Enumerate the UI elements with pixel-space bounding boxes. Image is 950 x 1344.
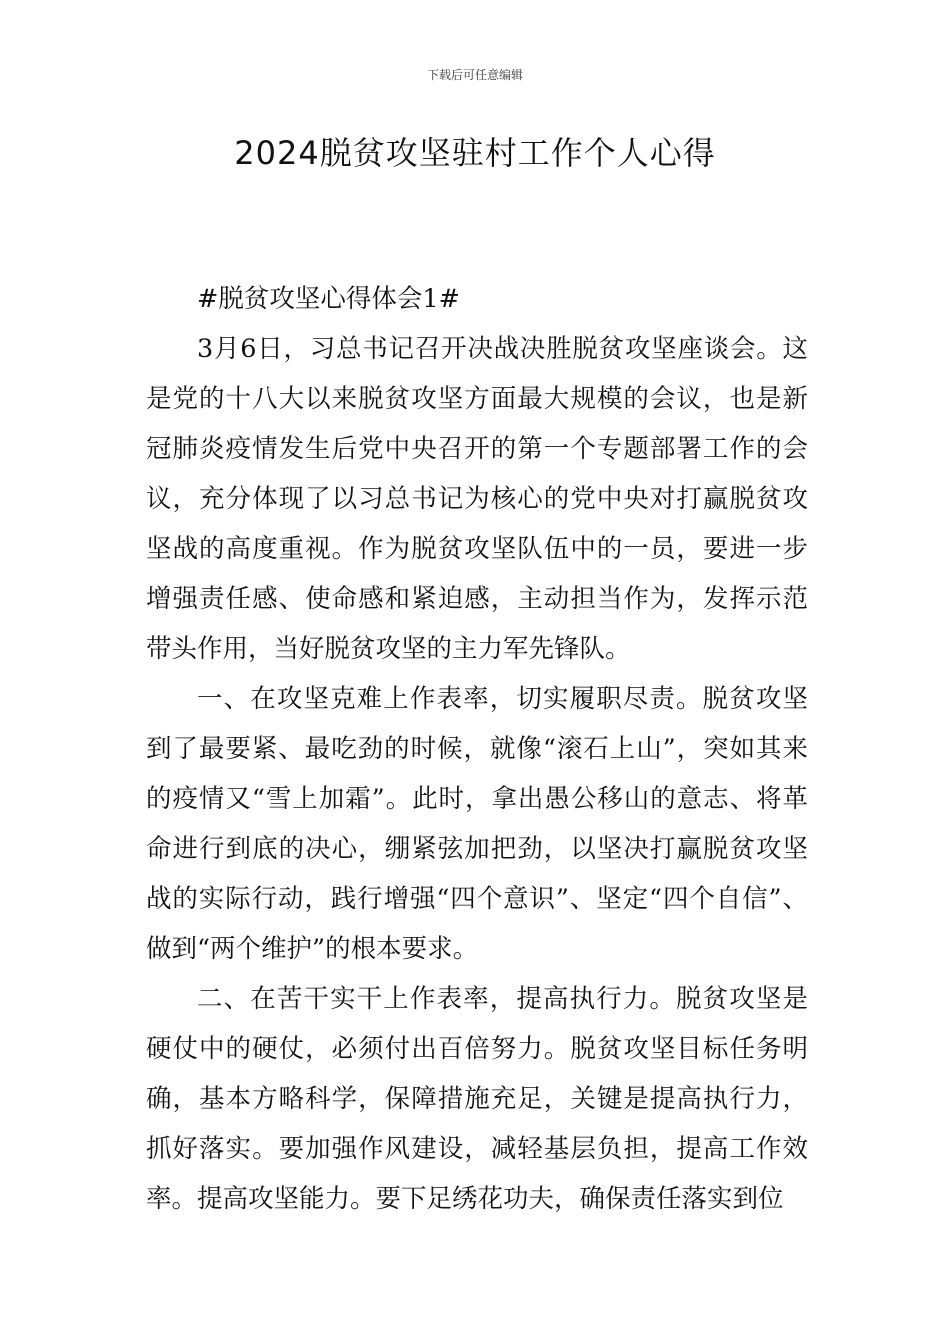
paragraph-point-two: 二、在苦干实干上作表率，提高执行力。脱贫攻坚是硬仗中的硬仗，必须付出百倍努力。脱贫攻坚目标任务明确，基本方略科学，保障措施充足，关键是提高执行力，抓好落实。要加强作风建设，减轻基层负担，提高工作效率。提高攻坚能力。要下足绣花功夫，确保责任落实到位 xyxy=(146,984,808,1214)
header-note: 下载后可任意编辑 xyxy=(426,68,523,82)
section-heading: #脱贫攻坚心得体会1# xyxy=(197,284,460,314)
paragraph-intro: 3月6日，习总书记召开决战决胜脱贫攻坚座谈会。这是党的十八大以来脱贫攻坚方面最大规模的会议，也是新冠肺炎疫情发生后党中央召开的第一个专题部署工作的会议，充分体现了以习总书记为核心的党中央对打赢脱贫攻坚战的高度重视。作为脱贫攻坚队伍中的一员，要进一步增强责任感、使命感和紧迫感，主动担当作为，发挥示范带头作用，当好脱贫攻坚的主力军先锋队。 xyxy=(146,334,808,664)
document-title: 2024脱贫攻坚驻村工作个人心得 xyxy=(234,134,716,172)
document-body xyxy=(146,274,808,1224)
paragraph-point-one: 一、在攻坚克难上作表率，切实履职尽责。脱贫攻坚到了最要紧、最吃劲的时候，就像“滚石上山”，突如其来的疫情又“雪上加霜”。此时，拿出愚公移山的意志、将革命进行到底的决心，绷紧弦加把劲，以坚决打赢脱贫攻坚战的实际行动，践行增强“四个意识”、坚定“四个自信”、做到“两个维护”的根本要求。 xyxy=(146,684,808,964)
